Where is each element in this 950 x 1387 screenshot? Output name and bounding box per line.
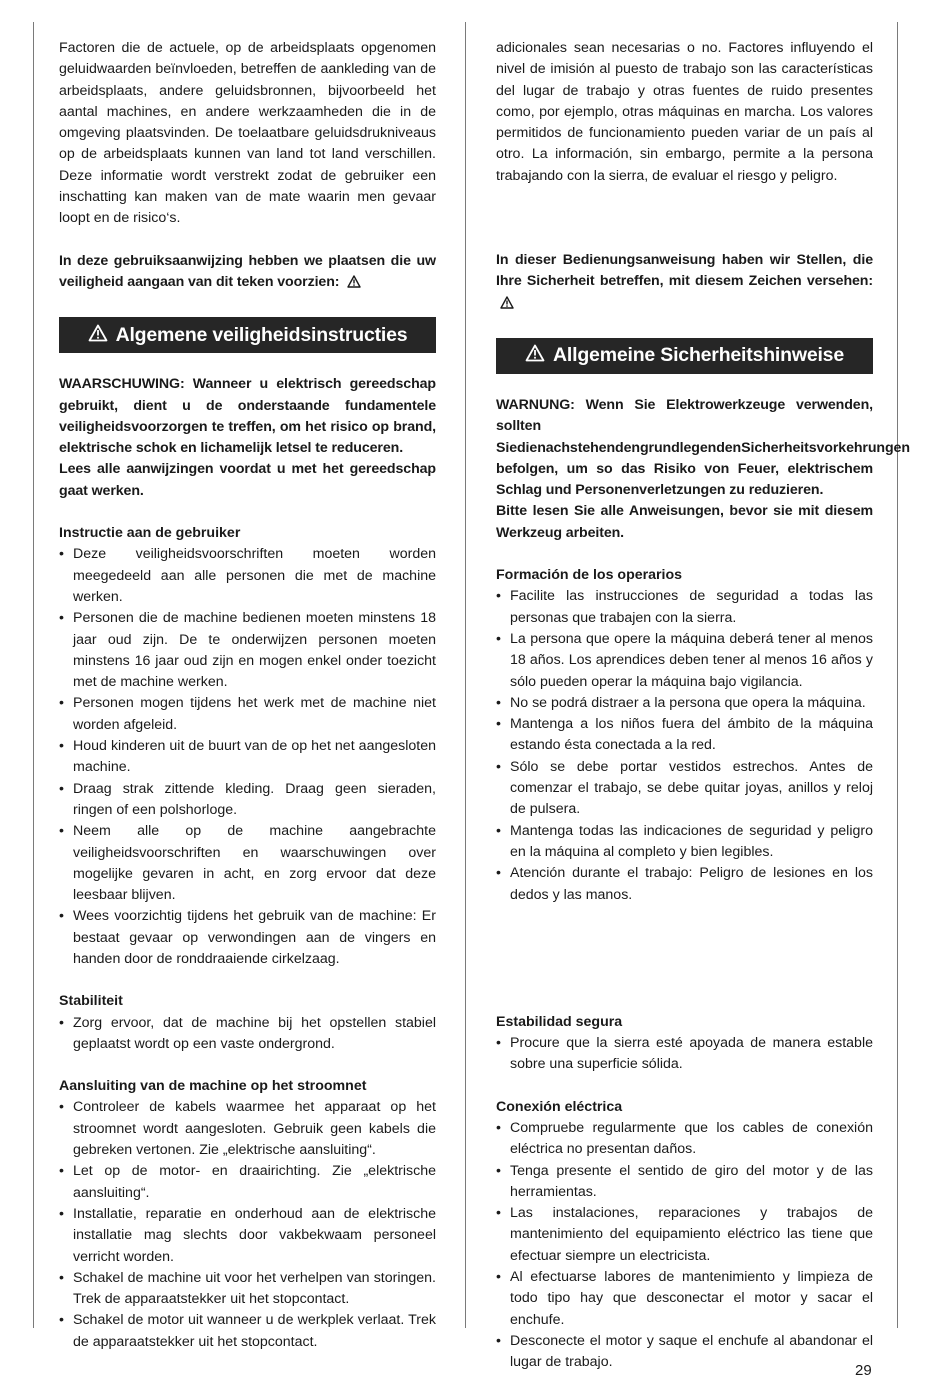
right-section-title: Estabilidad segura <box>496 1013 623 1030</box>
left-section-title: Instructie aan de gebruiker <box>59 525 241 542</box>
right-heading-text: Allgemeine Sicherheitshinweise <box>553 344 844 367</box>
list-item: • Tenga presente el sentido de giro del motor y de las herramientas. <box>496 1161 873 1204</box>
list-item: • Schakel de machine uit voor het verhelpen van storingen. Trek de apparaatstekker uit het stopcontact. <box>59 1268 436 1311</box>
list-item: • Wees voorzichtig tijdens het gebruik van de machine: Er bestaat gevaar op verwondingen aan de vingers en handen door de ronddraaiende cirkelzaag. <box>59 906 436 970</box>
list-item: • Zorg ervoor, dat de machine bij het opstellen stabiel geplaatst wordt op een vaste ondergrond. <box>59 1013 436 1056</box>
left-symbol-note-text: In deze gebruiksaanwijzing hebben we plaatsen die uw veiligheid aangaan van dit teken voorzien: <box>59 252 436 290</box>
right-intro-paragraph: adicionales sean necesarias o no. Factores influyendo el nivel de imisión al puesto de trabajo son las características del lugar de trabajo y otras fuentes de ruido presentes como, por ejemplo, otras máquinas en marcha. Los valores permitidos de funcionamiento pueden variar de un país al otro. La información, sin embargo, permite a la persona trabajando con la sierra, de evaluar el riesgo y peligro. <box>496 40 873 184</box>
right-margin-rule <box>897 22 898 1328</box>
list-item: • Neem alle op de machine aangebrachte veiligheidsvoorschriften en waarschuwingen over mogelijke gevaren in acht, en zorg ervoor dat deze leesbaar blijven. <box>59 821 436 906</box>
list-item: • Personen die de machine bedienen moeten minstens 18 jaar oud zijn. De te onderwijzen personen moeten minstens 16 jaar oud zijn en mogen enkel onder toezicht met de machine werken. <box>59 608 436 693</box>
right-section-title: Conexión eléctrica <box>496 1098 623 1115</box>
column-divider-rule <box>465 22 466 1328</box>
left-column <box>59 38 436 1353</box>
list-item: • Draag strak zittende kleding. Draag geen sieraden, ringen of een polshorloge. <box>59 779 436 822</box>
right-section-list <box>496 586 873 905</box>
list-item: • Las instalaciones, reparaciones y trabajos de mantenimiento del equipamiento eléctrico las tiene que efectuar siempre un electricista. <box>496 1203 873 1267</box>
right-symbol-note <box>496 250 873 316</box>
left-intro-paragraph: Factoren die de actuele, op de arbeidsplaats opgenomen geluidwaarden beïnvloeden, betreffen de aankleding van de arbeidsplaats, andere geluidsbronnen, bijvoorbeeld het aantal machines, en andere werkzaamheden die in de omgeving plaatsvinden. De toelaatbare geluidsdrukniveaus op de arbeidsplaats kunnen van land tot land verschillen. Deze informatie wordt verstrekt zodat de gebruiker een inschatting kan maken van de mate waarin men gevaar loopt en de risico‘s. <box>59 40 436 227</box>
list-item: • Al efectuarse labores de mantenimiento y limpieza de todo tipo hay que desconectar el motor y sacar el enchufe. <box>496 1267 873 1331</box>
list-item: • Mantenga a los niños fuera del ámbito de la máquina estando ésta conectada a la red. <box>496 714 873 757</box>
right-section-list <box>496 1118 873 1374</box>
right-section-title: Formación de los operarios <box>496 567 683 584</box>
warning-triangle-icon <box>500 295 514 316</box>
warning-triangle-icon <box>347 274 361 295</box>
left-margin-rule <box>33 22 34 1328</box>
left-section-title: Aansluiting van de machine op het stroomnet <box>59 1078 367 1095</box>
list-item: • Procure que la sierra esté apoyada de manera estable sobre una superficie sólida. <box>496 1033 873 1076</box>
list-item: • Installatie, reparatie en onderhoud aan de elektrische installatie mag slechts door vakbekwaam personeel verricht worden. <box>59 1204 436 1268</box>
right-warning-read: Bitte lesen Sie alle Anweisungen, bevor sie mit diesem Werkzeug arbeiten. <box>496 503 873 541</box>
warning-triangle-icon <box>88 324 108 347</box>
list-item: • Personen mogen tijdens het werk met de machine niet worden afgeleid. <box>59 693 436 736</box>
left-symbol-note <box>59 251 436 296</box>
left-section-list <box>59 1097 436 1353</box>
list-item: • No se podrá distraer a la persona que opera la máquina. <box>496 693 873 714</box>
left-heading-text: Algemene veiligheidsinstructies <box>115 323 408 346</box>
list-item: • La persona que opere la máquina deberá tener al menos 18 años. Los aprendices deben tener al menos 16 años y sólo pueden operar la máquina bajo vigilancia. <box>496 629 873 693</box>
list-item: • Mantenga todas las indicaciones de seguridad y peligro en la máquina al completo y bien legibles. <box>496 821 873 864</box>
list-item: • Controleer de kabels waarmee het apparaat op het stroomnet wordt aangesloten. Gebruik geen kabels die gebreken vertonen. Zie „elektrische aansluiting“. <box>59 1097 436 1161</box>
list-item: • Schakel de motor uit wanneer u de werkplek verlaat. Trek de apparaatstekker uit het stopcontact. <box>59 1310 436 1353</box>
right-symbol-note-text: In dieser Bedienungsanweisung haben wir Stellen, die Ihre Sicherheit betreffen, mit diesem Zeichen versehen: <box>496 252 873 290</box>
list-item: • Deze veiligheidsvoorschriften moeten worden meegedeeld aan alle personen die met de machine werken. <box>59 544 436 608</box>
list-item: • Facilite las instrucciones de seguridad a todas las personas que trabajen con la sierra. <box>496 586 873 629</box>
list-item: • Sólo se debe portar vestidos estrechos. Antes de comenzar el trabajo, se debe quitar joyas, anillos y reloj de pulsera. <box>496 757 873 821</box>
right-column <box>496 38 910 1374</box>
page-number: 29 <box>855 1362 872 1379</box>
left-section-title: Stabiliteit <box>59 993 123 1010</box>
left-section-list <box>59 544 436 970</box>
list-item: • Let op de motor- en draairichting. Zie „elektrische aansluiting“. <box>59 1161 436 1204</box>
right-section-heading <box>496 338 873 374</box>
warning-triangle-icon <box>525 344 545 367</box>
left-section-heading <box>59 317 436 353</box>
list-item: • Desconecte el motor y saque el enchufe al abandonar el lugar de trabajo. <box>496 1331 873 1374</box>
right-section-list <box>496 1033 873 1076</box>
left-warning-read: Lees alle aanwijzingen voordat u met het gereedschap gaat werken. <box>59 461 436 499</box>
left-warning: WAARSCHUWING: Wanneer u elektrisch gereedschap gebruikt, dient u de onderstaande fundamentele veiligheidsvoorzorgen te treffen, om het risico op brand, elektrische schok en lichamelijk letsel te reduceren. <box>59 376 436 457</box>
right-warning: WARNUNG: Wenn Sie Elektrowerkzeuge verwenden, sollten SiedienachstehendengrundlegendenSicherheitsvorkehrungen befolgen, um so das Risiko von Feuer, elektrischem Schlag und Personenverletzungen zu reduzieren. <box>496 396 910 499</box>
list-item: • Atención durante el trabajo: Peligro de lesiones en los dedos y las manos. <box>496 863 873 906</box>
list-item: • Houd kinderen uit de buurt van de op het net aangesloten machine. <box>59 736 436 779</box>
list-item: • Compruebe regularmente que los cables de conexión eléctrica no presentan daños. <box>496 1118 873 1161</box>
left-section-list <box>59 1013 436 1056</box>
